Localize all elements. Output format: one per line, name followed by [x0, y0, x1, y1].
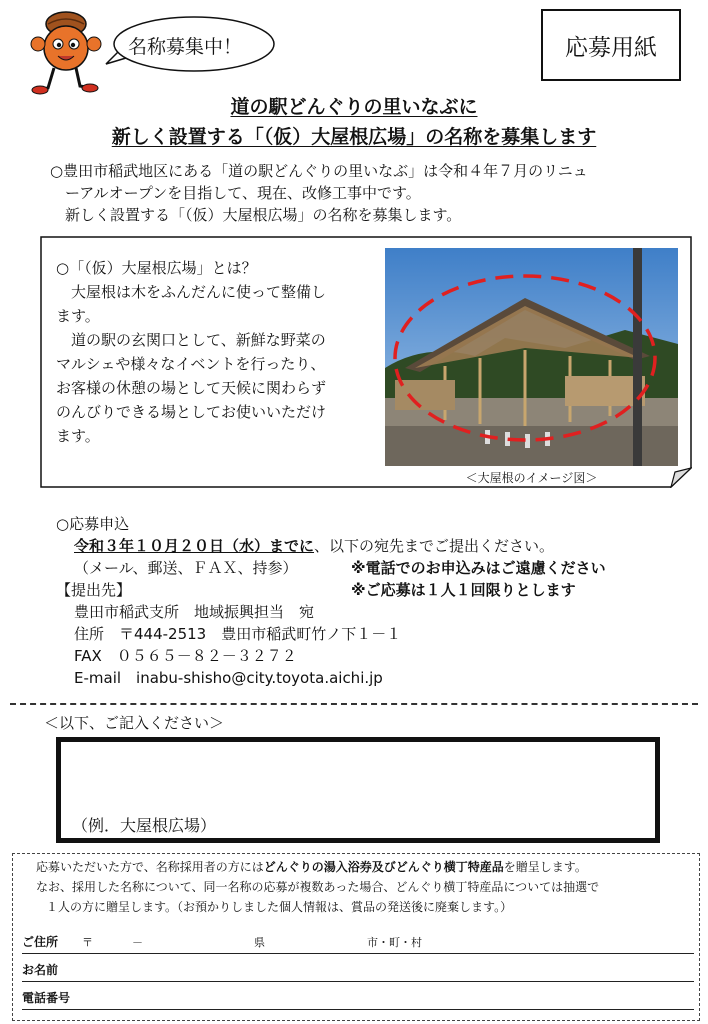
submit-line: [56, 579, 696, 601]
entry-note-line: １人の方に贈呈します。（お預かりしました個人情報は、賞品の発送後に廃棄します。）: [46, 900, 513, 914]
intro-line: 新しく設置する「（仮）大屋根広場」の名称を募集します。: [65, 206, 462, 224]
email: E-mail inabu-shisho@city.toyota.aichi.jp: [74, 669, 383, 687]
deadline: 令和３年１０月２０日（水）までに: [74, 537, 315, 555]
application-section: [56, 513, 696, 689]
phone-row[interactable]: [22, 986, 694, 1010]
roof-plaza-photo: [385, 248, 678, 466]
address-row[interactable]: [22, 930, 694, 954]
photo-caption: ＜大屋根のイメージ図＞: [465, 471, 598, 485]
prefecture-label: 県: [254, 936, 265, 949]
entry-note: [36, 857, 696, 917]
about-line: のんびりできる場としてお使いいただけ: [56, 403, 327, 421]
about-section: [56, 256, 374, 448]
form-title: 応募用紙: [541, 9, 681, 81]
about-line: 大屋根は木をふんだんに使って整備し: [71, 283, 327, 301]
apply-heading: ○応募申込: [56, 515, 130, 533]
bubble-text: 名称募集中！: [128, 36, 243, 58]
name-row[interactable]: [22, 958, 694, 982]
city-label: 市・町・村: [367, 936, 422, 949]
note-limit: ※ご応募は１人１回限りとします: [351, 581, 576, 599]
phone-label: 電話番号: [22, 991, 71, 1005]
fax: FAX ０５６５－８２－３２７２: [74, 647, 297, 665]
address-label: ご住所: [22, 935, 59, 949]
about-line: ます。: [56, 307, 100, 325]
postal-dash: －: [132, 936, 143, 949]
name-label: お名前: [22, 963, 59, 977]
postal-mark: 〒: [82, 936, 93, 949]
prize-text: どんぐりの湯入浴券及びどんぐり横丁特産品: [263, 860, 504, 874]
intro-line: ーアルオープンを目指して、現在、改修工事中です。: [65, 184, 421, 202]
methods-line: [56, 557, 696, 579]
deadline-rest: 、以下の宛先までご提出ください。: [314, 537, 555, 555]
example-text: （例．大屋根広場）: [72, 816, 217, 835]
address: 住所 〒444-2513 豊田市稲武町竹ノ下１－１: [74, 625, 402, 643]
note-phone: ※電話でのお申込みはご遠慮ください: [351, 559, 606, 577]
about-line: ます。: [56, 427, 100, 445]
about-line: マルシェや様々なイベントを行ったり、: [56, 355, 326, 373]
methods: （メール、郵送、ＦＡＸ、持参）: [74, 559, 298, 577]
acorn-mascot-icon: [30, 8, 102, 96]
fill-note: ＜以下、ご記入ください＞: [44, 714, 225, 732]
cut-line: [10, 703, 698, 705]
intro-text: [50, 160, 690, 226]
intro-line: ○豊田市稲武地区にある「道の駅どんぐりの里いなぶ」は令和４年７月のリニュ: [50, 162, 588, 180]
entry-note-line: 応募いただいた方で、名称採用者の方にはどんぐりの湯入浴券及びどんぐり横丁特産品を贈呈します。: [36, 860, 587, 874]
submit-label: 【提出先】: [56, 581, 132, 599]
deadline-line: [56, 535, 696, 557]
headline-line-2: 新しく設置する「（仮）大屋根広場」の名称を募集します: [111, 126, 597, 148]
entry-note-line: なお、採用した名称について、同一名称の応募が複数あった場合、どんぐり横丁特産品については抽選で: [36, 880, 600, 894]
headline-line-1: 道の駅どんぐりの里いなぶに: [230, 96, 478, 118]
recipient: 豊田市稲武支所 地域振興担当 宛: [74, 603, 315, 621]
about-line: お客様の休憩の場として天候に関わらず: [56, 379, 327, 397]
about-heading: ○「（仮）大屋根広場」とは？: [56, 259, 257, 277]
about-line: 道の駅の玄関口として、新鮮な野菜の: [71, 331, 326, 349]
